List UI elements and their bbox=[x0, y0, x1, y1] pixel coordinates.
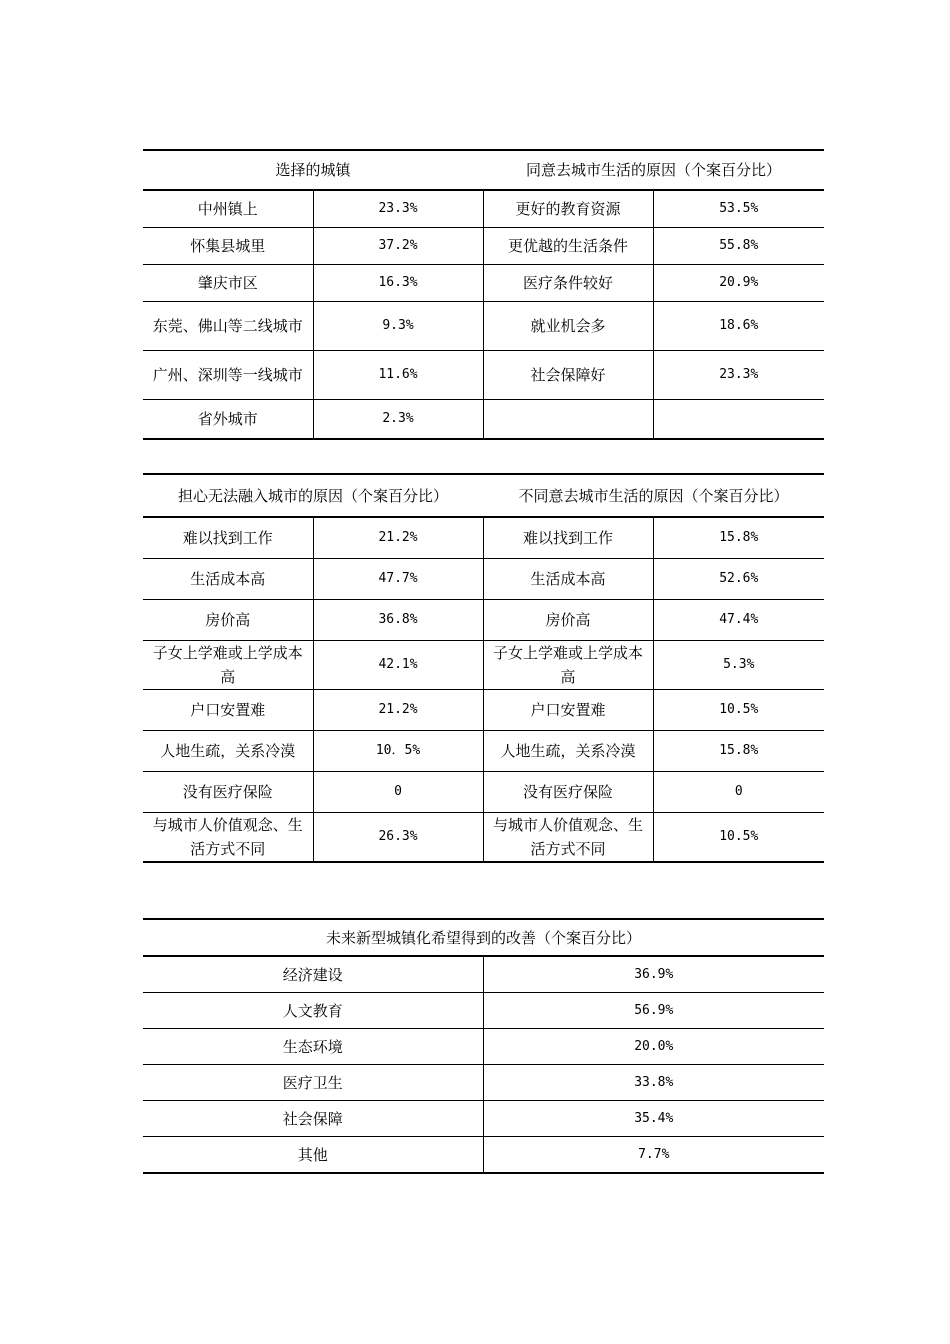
table-cell: 更好的教育资源 bbox=[483, 190, 653, 228]
table-cell: 10．5% bbox=[313, 731, 483, 772]
table-cell: 就业机会多 bbox=[483, 302, 653, 351]
table-cell: 56.9% bbox=[483, 993, 824, 1029]
table-cell: 经济建设 bbox=[143, 956, 483, 993]
table-cell: 难以找到工作 bbox=[143, 517, 313, 559]
table-row bbox=[143, 731, 824, 772]
table-cell: 7.7% bbox=[483, 1137, 824, 1174]
table-row bbox=[143, 190, 824, 228]
table-cell: 中州镇上 bbox=[143, 190, 313, 228]
table-row bbox=[143, 400, 824, 440]
table-cell: 子女上学难或上学成本高 bbox=[483, 641, 653, 690]
table-cell: 53.5% bbox=[653, 190, 824, 228]
table-cell: 15.8% bbox=[653, 517, 824, 559]
table-cell: 0 bbox=[653, 772, 824, 813]
table-cell: 16.3% bbox=[313, 265, 483, 302]
improvement-table bbox=[143, 918, 824, 1174]
table-cell: 户口安置难 bbox=[143, 690, 313, 731]
table-row bbox=[143, 351, 824, 400]
table-cell: 生活成本高 bbox=[143, 559, 313, 600]
column-header: 选择的城镇 bbox=[143, 150, 483, 190]
table-cell: 没有医疗保险 bbox=[483, 772, 653, 813]
table-cell: 医疗条件较好 bbox=[483, 265, 653, 302]
table-row bbox=[143, 228, 824, 265]
table-cell: 33.8% bbox=[483, 1065, 824, 1101]
table-cell: 肇庆市区 bbox=[143, 265, 313, 302]
table-cell: 其他 bbox=[143, 1137, 483, 1174]
table-cell: 与城市人价值观念、生活方式不同 bbox=[143, 813, 313, 863]
table-row bbox=[143, 302, 824, 351]
table-cell: 房价高 bbox=[483, 600, 653, 641]
table-cell: 35.4% bbox=[483, 1101, 824, 1137]
table-cell: 9.3% bbox=[313, 302, 483, 351]
table-cell: 26.3% bbox=[313, 813, 483, 863]
table-cell: 47.7% bbox=[313, 559, 483, 600]
table-cell: 15.8% bbox=[653, 731, 824, 772]
table-row bbox=[143, 559, 824, 600]
table-cell: 10.5% bbox=[653, 813, 824, 863]
table-row bbox=[143, 1137, 824, 1174]
table-cell: 户口安置难 bbox=[483, 690, 653, 731]
table-cell: 生活成本高 bbox=[483, 559, 653, 600]
table-cell: 0 bbox=[313, 772, 483, 813]
table-cell: 21.2% bbox=[313, 517, 483, 559]
table-cell: 10.5% bbox=[653, 690, 824, 731]
table-row bbox=[143, 600, 824, 641]
table-row bbox=[143, 265, 824, 302]
table-cell: 37.2% bbox=[313, 228, 483, 265]
table-cell: 没有医疗保险 bbox=[143, 772, 313, 813]
table-cell: 52.6% bbox=[653, 559, 824, 600]
table-cell: 47.4% bbox=[653, 600, 824, 641]
table-row bbox=[143, 517, 824, 559]
table-cell: 36.9% bbox=[483, 956, 824, 993]
table-cell: 怀集县城里 bbox=[143, 228, 313, 265]
table-cell bbox=[653, 400, 824, 440]
table-cell: 23.3% bbox=[313, 190, 483, 228]
table-cell: 11.6% bbox=[313, 351, 483, 400]
table-cell: 18.6% bbox=[653, 302, 824, 351]
column-header: 不同意去城市生活的原因（个案百分比） bbox=[483, 474, 824, 517]
table-row bbox=[143, 993, 824, 1029]
column-header: 担心无法融入城市的原因（个案百分比） bbox=[143, 474, 483, 517]
table-cell: 人文教育 bbox=[143, 993, 483, 1029]
table-row bbox=[143, 772, 824, 813]
city-choice-table bbox=[143, 149, 824, 440]
table-cell: 36.8% bbox=[313, 600, 483, 641]
table-cell: 与城市人价值观念、生活方式不同 bbox=[483, 813, 653, 863]
table-row bbox=[143, 956, 824, 993]
table-row bbox=[143, 1029, 824, 1065]
table-cell: 社会保障 bbox=[143, 1101, 483, 1137]
table-cell: 21.2% bbox=[313, 690, 483, 731]
table-cell: 20.0% bbox=[483, 1029, 824, 1065]
table-row bbox=[143, 813, 824, 863]
table-row bbox=[143, 1065, 824, 1101]
table-row bbox=[143, 641, 824, 690]
table-cell: 医疗卫生 bbox=[143, 1065, 483, 1101]
table-cell bbox=[483, 400, 653, 440]
table-cell: 23.3% bbox=[653, 351, 824, 400]
table-cell: 人地生疏，关系冷漠 bbox=[143, 731, 313, 772]
table-cell: 东莞、佛山等二线城市 bbox=[143, 302, 313, 351]
table-cell: 社会保障好 bbox=[483, 351, 653, 400]
table-cell: 55.8% bbox=[653, 228, 824, 265]
table-cell: 房价高 bbox=[143, 600, 313, 641]
table-cell: 5.3% bbox=[653, 641, 824, 690]
table-cell: 生态环境 bbox=[143, 1029, 483, 1065]
table-cell: 省外城市 bbox=[143, 400, 313, 440]
table-cell: 难以找到工作 bbox=[483, 517, 653, 559]
table-cell: 子女上学难或上学成本高 bbox=[143, 641, 313, 690]
table-cell: 人地生疏，关系冷漠 bbox=[483, 731, 653, 772]
table-row bbox=[143, 690, 824, 731]
column-header: 未来新型城镇化希望得到的改善（个案百分比） bbox=[143, 919, 824, 956]
table-cell: 42.1% bbox=[313, 641, 483, 690]
table-cell: 2.3% bbox=[313, 400, 483, 440]
column-header: 同意去城市生活的原因（个案百分比） bbox=[483, 150, 824, 190]
table-cell: 更优越的生活条件 bbox=[483, 228, 653, 265]
integration-concern-table bbox=[143, 473, 824, 863]
table-cell: 广州、深圳等一线城市 bbox=[143, 351, 313, 400]
table-row bbox=[143, 1101, 824, 1137]
table-cell: 20.9% bbox=[653, 265, 824, 302]
